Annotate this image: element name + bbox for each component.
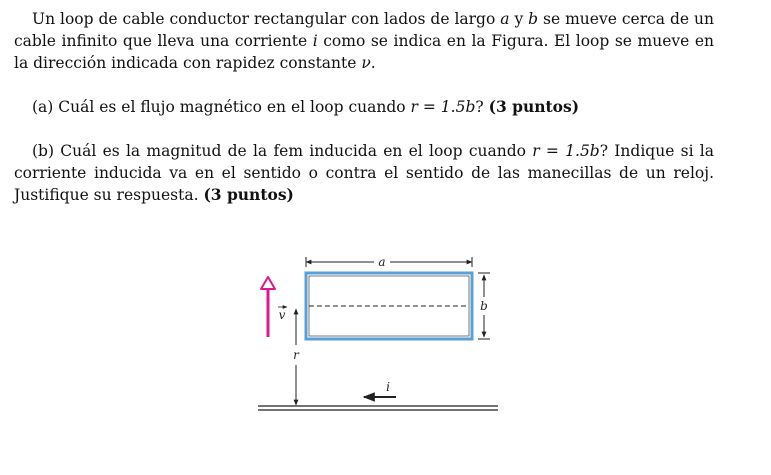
part-b-points: (3 puntos) xyxy=(203,185,294,204)
part-a-points: (3 puntos) xyxy=(488,97,580,116)
part-a-question xyxy=(14,96,714,118)
label-v: v xyxy=(278,308,286,322)
label-i: i xyxy=(386,380,390,394)
intro-text-3: se mueve cerca de un cable infinito que lleva una corriente xyxy=(14,10,714,50)
part-b-condition: r = 1.5b xyxy=(532,142,600,160)
symbol-i: i xyxy=(312,32,318,50)
part-b-text-2: ? Indique si la corriente inducida va en el sentido o contra el sentido de las manecillas de un reloj. Justifique su respuesta. xyxy=(14,142,715,204)
symbol-a: a xyxy=(500,10,510,28)
loop-figure xyxy=(240,235,520,425)
part-a-text-1: (a) Cuál es el flujo magnético en el loop cuando xyxy=(32,98,411,116)
symbol-b: b xyxy=(528,10,539,28)
label-a: a xyxy=(378,255,386,269)
part-a-condition: r = 1.5b xyxy=(410,98,476,116)
symbol-v: ν xyxy=(361,54,371,72)
intro-text-4: como se indica en la Figura. El loop se mueve en la dirección indicada con rapidez constante xyxy=(14,32,715,72)
label-r: r xyxy=(293,348,299,362)
label-b: b xyxy=(480,299,488,313)
part-a-text-2: ? xyxy=(475,98,489,116)
problem-statement xyxy=(14,8,714,74)
intro-text-1: Un loop de cable conductor rectangular con lados de largo xyxy=(32,10,501,28)
intro-text-2: y xyxy=(509,10,529,28)
part-b-question xyxy=(14,140,714,206)
intro-text-5: . xyxy=(370,54,376,72)
velocity-arrow-head xyxy=(261,277,275,289)
part-b-text-1: (b) Cuál es la magnitud de la fem inducida en el loop cuando xyxy=(32,142,533,160)
